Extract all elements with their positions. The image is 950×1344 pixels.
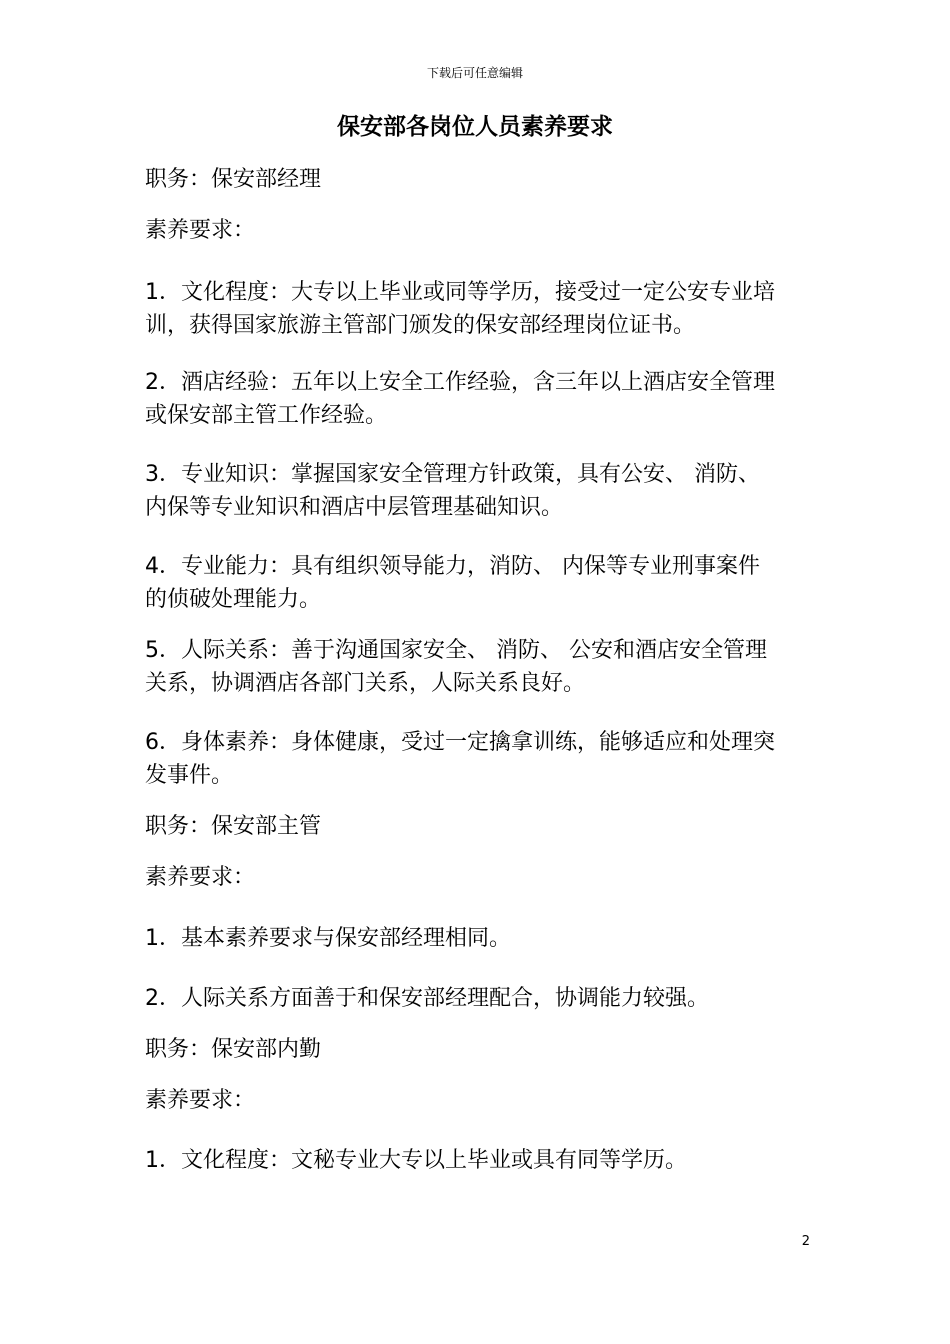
requirement-line: 或保安部主管工作经验。	[145, 403, 388, 428]
position-heading-supervisor: 职务：保安部主管	[145, 814, 322, 839]
document-title: 保安部各岗位人员素养要求	[337, 114, 613, 140]
page-number: 2	[801, 1234, 810, 1249]
header-note: 下载后可任意编辑	[426, 66, 523, 80]
requirement-item	[145, 366, 815, 432]
requirement-line: 6．身体素养：身体健康，受过一定擒拿训练，能够适应和处理突	[145, 730, 775, 755]
requirement-item	[145, 550, 815, 616]
requirement-line: 关系，协调酒店各部门关系，人际关系良好。	[145, 671, 586, 696]
requirement-line: 发事件。	[145, 763, 234, 788]
requirement-line: 的侦破处理能力。	[145, 587, 322, 612]
requirement-line: 5．人际关系：善于沟通国家安全、 消防、 公安和酒店安全管理	[145, 638, 767, 663]
requirement-item	[145, 458, 815, 524]
position-heading-clerk: 职务：保安部内勤	[145, 1037, 322, 1062]
requirement-item	[145, 634, 815, 700]
requirement-line: 2．酒店经验：五年以上安全工作经验，含三年以上酒店安全管理	[145, 370, 775, 395]
requirement-line: 4．专业能力：具有组织领导能力，消防、 内保等专业刑事案件	[145, 554, 760, 579]
requirements-label-clerk: 素养要求：	[145, 1088, 256, 1113]
requirement-line: 1．文化程度：大专以上毕业或同等学历，接受过一定公安专业培	[145, 280, 775, 305]
position-heading-manager: 职务：保安部经理	[145, 167, 322, 192]
requirements-label-manager: 素养要求：	[145, 218, 256, 243]
requirements-label-supervisor: 素养要求：	[145, 865, 256, 890]
requirement-item: 1．文化程度：文秘专业大专以上毕业或具有同等学历。	[145, 1148, 687, 1173]
requirement-item: 1．基本素养要求与保安部经理相同。	[145, 926, 511, 951]
requirement-line: 3．专业知识：掌握国家安全管理方针政策，具有公安、 消防、	[145, 462, 760, 487]
requirement-item	[145, 276, 815, 342]
requirement-item: 2．人际关系方面善于和保安部经理配合，协调能力较强。	[145, 986, 709, 1011]
requirement-line: 训，获得国家旅游主管部门颁发的保安部经理岗位证书。	[145, 313, 696, 338]
requirement-item	[145, 726, 815, 792]
requirement-line: 内保等专业知识和酒店中层管理基础知识。	[145, 495, 564, 520]
